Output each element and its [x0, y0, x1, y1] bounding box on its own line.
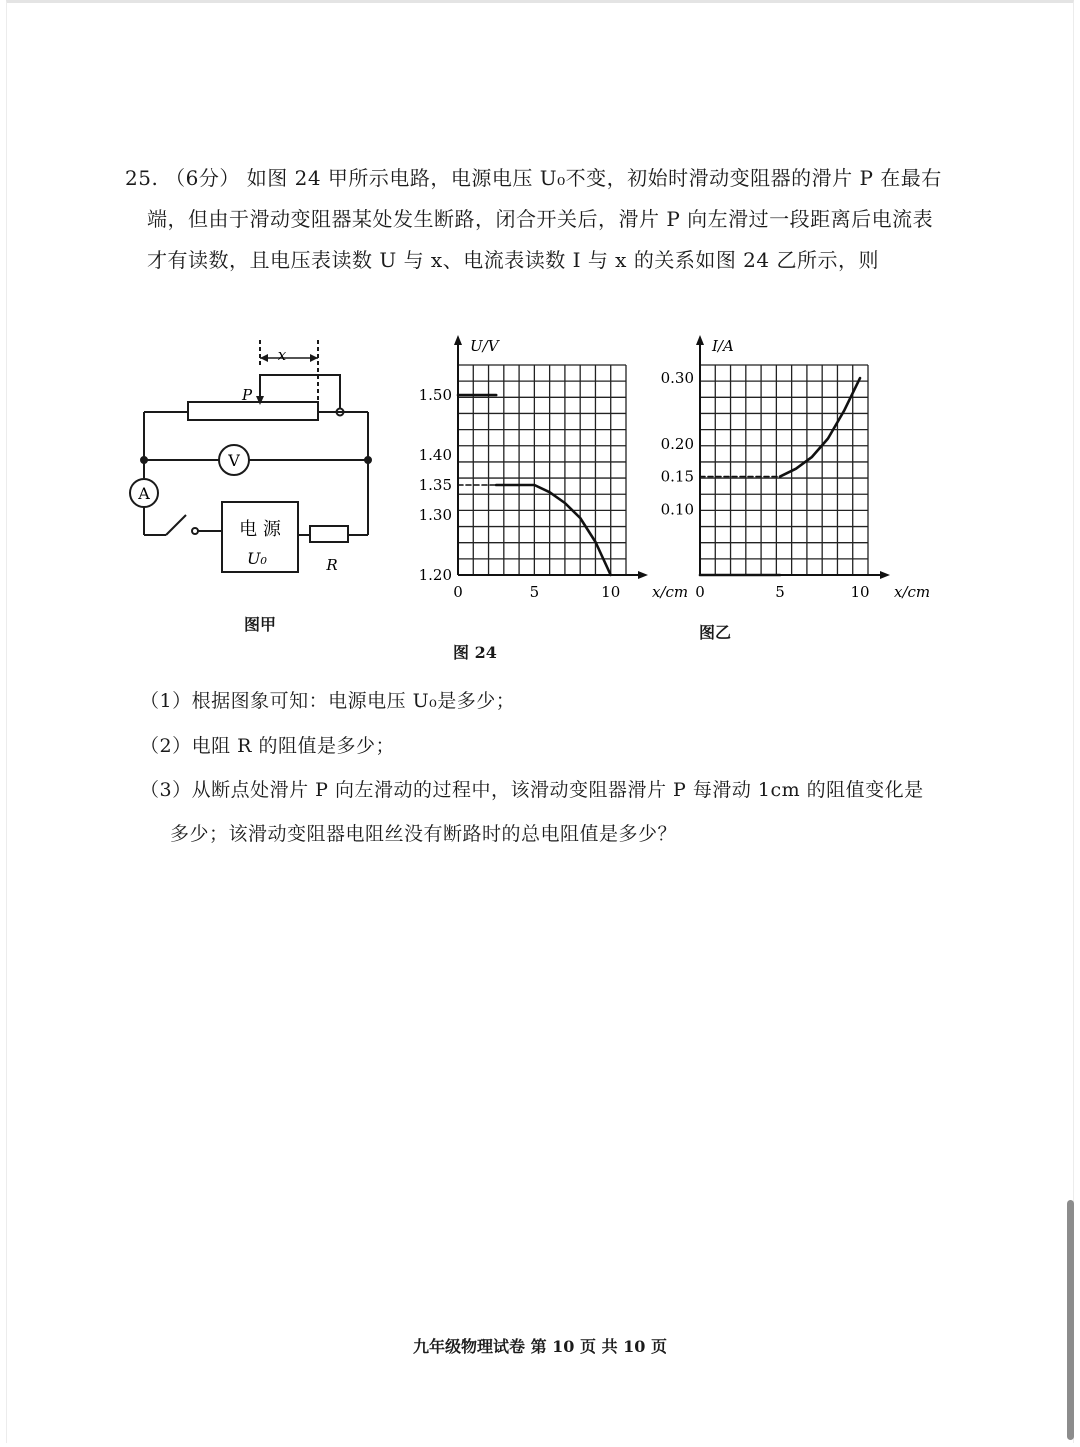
- y-axis-arrow: [454, 335, 462, 345]
- caption-yi: 图乙: [699, 623, 732, 642]
- question-line-2: 端，但由于滑动变阻器某处发生断路，闭合开关后，滑片 P 向左滑过一段距离后电流表: [147, 207, 934, 231]
- y-tick-label: 1.35: [418, 476, 452, 494]
- y-tick-label: 1.50: [418, 386, 452, 404]
- x-tick-label: 10: [601, 583, 621, 601]
- question-line-1: 25. （6分） 如图 24 甲所示电路，电源电压 U₀不变，初始时滑动变阻器的滑片 P 在最右: [125, 166, 942, 190]
- x-axis-label: x/cm: [894, 583, 930, 601]
- label-p: P: [242, 386, 253, 404]
- x-tick-label: 10: [850, 583, 870, 601]
- caption-jia: 图甲: [244, 615, 277, 634]
- x-tick-label: 5: [775, 583, 785, 601]
- y-tick-label: 1.30: [418, 506, 452, 524]
- y-axis-arrow: [696, 335, 704, 345]
- chart-i-x: [650, 330, 930, 610]
- subquestion-3-line-1: （3）从断点处滑片 P 向左滑动的过程中，该滑动变阻器滑片 P 每滑动 1cm 的阻值变化是: [140, 779, 924, 801]
- resistor-label: R: [326, 556, 338, 574]
- label-x: x: [277, 346, 287, 364]
- subquestion-1: （1）根据图象可知：电源电压 U₀是多少；: [140, 690, 516, 712]
- subquestion-2: （2）电阻 R 的阻值是多少；: [140, 735, 395, 757]
- y-axis-label: I/A: [712, 337, 734, 355]
- ammeter-label: A: [138, 484, 150, 503]
- y-tick-label: 0.10: [660, 500, 694, 519]
- x-tick-label: 0: [453, 583, 463, 601]
- x-tick-label: 0: [695, 583, 705, 601]
- power-source-voltage: U₀: [247, 549, 267, 568]
- caption-figure-24: 图 24: [453, 643, 497, 662]
- y-tick-label: 0.30: [660, 369, 694, 388]
- voltmeter-label: V: [228, 451, 240, 470]
- data-line: [496, 485, 611, 575]
- x-axis-arrow: [638, 571, 648, 579]
- circuit-diagram: [120, 330, 390, 580]
- scrollbar[interactable]: [1067, 1200, 1074, 1440]
- y-tick-label: 0.20: [660, 434, 694, 453]
- x-tick-label: 5: [529, 583, 540, 601]
- y-tick-label: 1.40: [418, 446, 452, 464]
- power-source-label: 电 源: [239, 519, 281, 540]
- y-axis-label: U/V: [470, 337, 499, 355]
- page-footer: 九年级物理试卷 第 10 页 共 10 页: [413, 1337, 667, 1356]
- x-axis-arrow: [880, 571, 890, 579]
- subquestion-3-line-2: 多少；该滑动变阻器电阻丝没有断路时的总电阻值是多少？: [170, 823, 678, 845]
- question-line-3: 才有读数，且电压表读数 U 与 x、电流表读数 I 与 x 的关系如图 24 乙所示，则: [147, 248, 879, 272]
- x-axis-label: x/cm: [652, 583, 689, 601]
- y-tick-label: 1.20: [418, 566, 452, 584]
- y-tick-label: 0.15: [660, 467, 694, 486]
